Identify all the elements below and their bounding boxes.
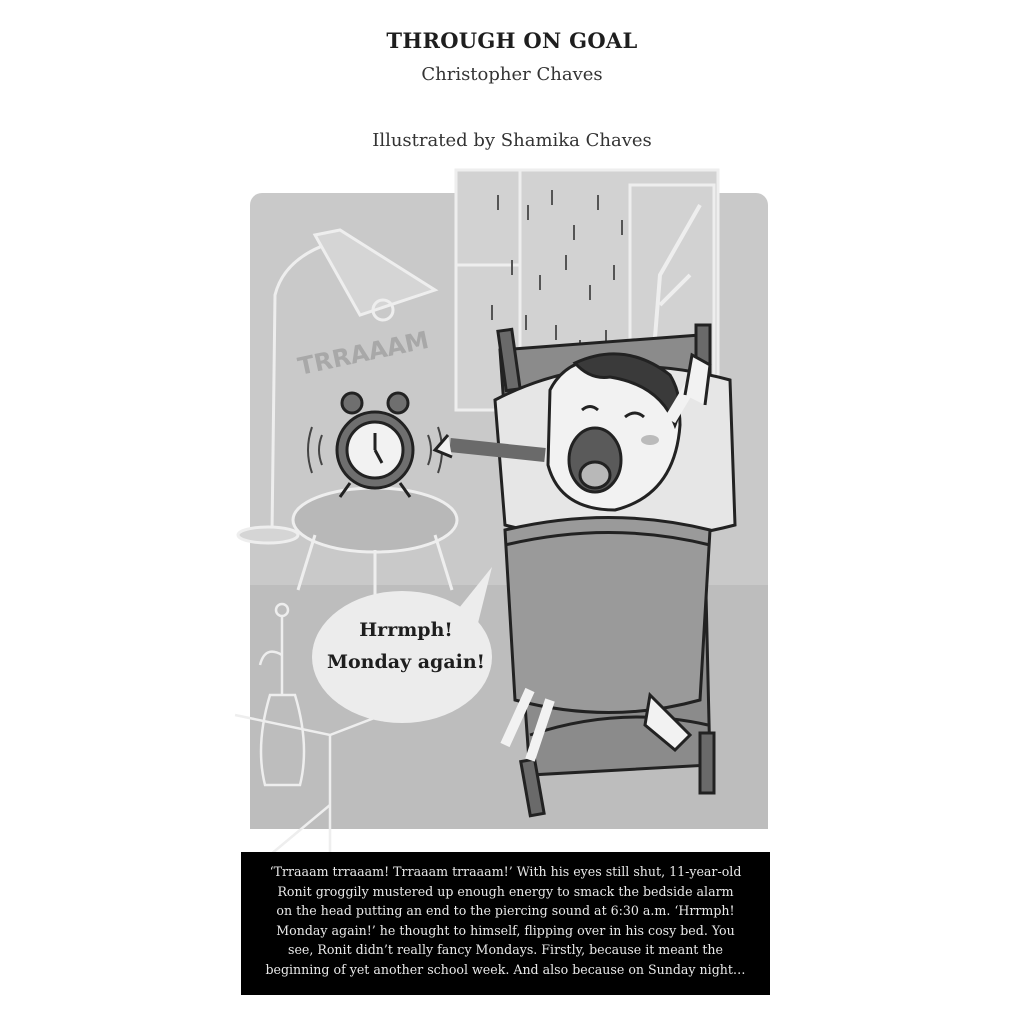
story-line: on the head putting an end to the piercing sound at 6:30 a.m. ‘Hrrmph! (276, 903, 735, 918)
story-text-box (241, 852, 770, 995)
illustration (230, 165, 775, 855)
author-name: Christopher Chaves (421, 64, 603, 85)
story-line: Monday again!’ he thought to himself, flipping over in his cosy bed. You (276, 922, 735, 938)
speech-line: Hrrmph! (359, 619, 453, 641)
blanket (505, 518, 710, 713)
story-line: ‘Trraaam trraaam! Trraaam trraaam!’ With his eyes still shut, 11-year-old (269, 864, 742, 879)
book-title: THROUGH ON GOAL (386, 28, 638, 53)
story-line: beginning of yet another school week. And also because on Sunday night… (265, 961, 746, 977)
speech-line: Monday again! (326, 651, 486, 673)
story-line: see, Ronit didn’t really fancy Mondays. Firstly, because it meant the (287, 942, 723, 957)
story-line: Ronit groggily mustered up enough energy to smack the bedside alarm (277, 883, 734, 899)
illustrator-credit: Illustrated by Shamika Chaves (372, 130, 652, 151)
sound-effect-text: TRRAAAM (295, 325, 432, 381)
speech-bubble-text (318, 614, 494, 678)
